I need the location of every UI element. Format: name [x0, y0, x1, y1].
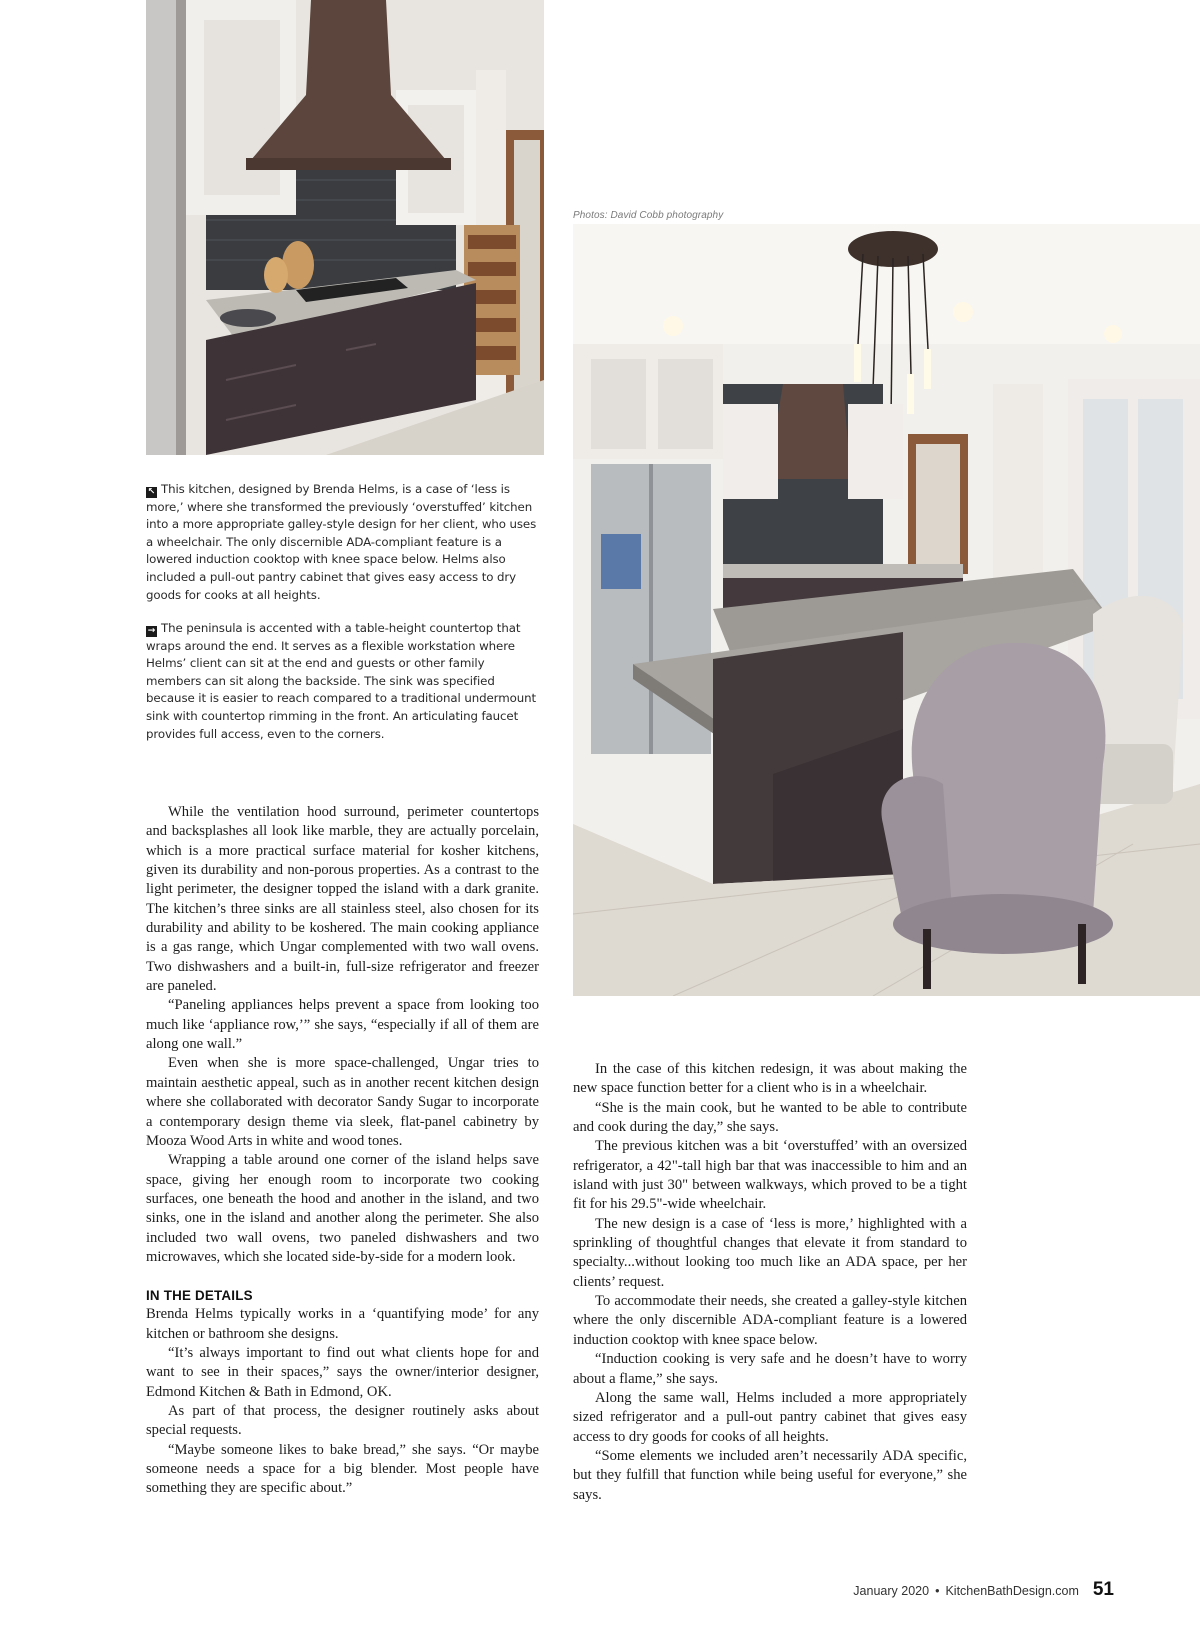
paragraph: “It’s always important to find out what clients hope for and want to see in their spaces,” says the owner/interior designer, Edmond Kitchen & Bath in Edmond, OK. [146, 1344, 539, 1400]
kitchen-photo-island-illustration [573, 224, 1200, 996]
kitchen-photo-cooktop-illustration [146, 0, 544, 455]
kitchen-photo-cooktop [146, 0, 544, 455]
paragraph: “Induction cooking is very safe and he doesn’t have to worry about a flame,” she says. [573, 1351, 967, 1387]
paragraph: Brenda Helms typically works in a ‘quantifying mode’ for any kitchen or bathroom she designs. [146, 1306, 539, 1342]
paragraph: “Paneling appliances helps prevent a space from looking too much like ‘appliance row,’” she says, “especially if all of them are along one wall.” [146, 997, 539, 1053]
paragraph: As part of that process, the designer routinely asks about special requests. [146, 1402, 539, 1439]
article-column-right [573, 1060, 967, 1505]
paragraph: To accommodate their needs, she created a galley-style kitchen where the only discernible ADA-compliant feature is a lowered induction cooktop with knee space below. [573, 1293, 967, 1348]
arrow-right-icon: → [147, 626, 156, 636]
photo-caption-island [146, 620, 543, 743]
page-footer [853, 1579, 1114, 1601]
paragraph: In the case of this kitchen redesign, it was about making the new space function better for a client who is in a wheelchair. [573, 1061, 967, 1097]
paragraph: “She is the main cook, but he wanted to be able to contribute and cook during the day,” she says. [573, 1099, 967, 1136]
caption-text: The peninsula is accented with a table-height countertop that wraps around the end. It serves as a flexible workstation where Helms’ client can sit at the end and guests or other family members can sit along the backside. The sink was specified because it is easier to reach compared to a traditional undermount sink with countertop rimming in the front. An articulating faucet provides full access, even to the corners. [146, 621, 536, 741]
article-column-left [146, 803, 539, 1499]
footer-separator: • [935, 1584, 940, 1598]
arrow-up-left-icon: ↖ [147, 487, 156, 497]
page-number: 51 [1092, 1579, 1114, 1600]
paragraph: Along the same wall, Helms included a more appropriately sized refrigerator and a pull-out pantry cabinet that gives easy access to dry goods for cooks of all heights. [573, 1389, 967, 1445]
photo-caption-cooktop [146, 481, 543, 604]
section-subhead: IN THE DETAILS [146, 1288, 253, 1304]
paragraph: “Some elements we included aren’t necessarily ADA specific, but they fulfill that function while being useful for everyone,” she says. [573, 1447, 967, 1503]
paragraph: “Maybe someone likes to bake bread,” she says. “Or maybe someone needs a space for a big blender. Most people have something they are specific about.” [146, 1441, 539, 1497]
paragraph: Even when she is more space-challenged, Ungar tries to maintain aesthetic appeal, such as in another recent kitchen design where she collaborated with decorator Sandy Sugar to incorporate a contemporary design theme via sleek, flat-panel cabinetry by Mooza Wood Arts in white and wood tones. [146, 1055, 539, 1149]
kitchen-photo-island [573, 224, 1200, 996]
paragraph: The new design is a case of ‘less is more,’ highlighted with a sprinkling of thoughtful changes that elevate it from standard to specialty...without looking too much like an ADA space, per her clients’ request. [573, 1215, 967, 1290]
issue-date: January 2020 [853, 1584, 930, 1598]
paragraph: While the ventilation hood surround, perimeter countertops and backsplashes all look like marble, they are actually porcelain, which is a more practical surface material for kosher kitchens, given its durability and non-porous properties. As a contrast to the light perimeter, the designer topped the island with a dark granite. The kitchen’s three sinks are all stainless steel, also chosen for its durability and ability to be koshered. The main cooking appliance is a gas range, which Ungar complemented with two wall ovens. Two dishwashers and a built-in, full-size refrigerator and freezer are paneled. [146, 804, 539, 995]
paragraph: Wrapping a table around one corner of the island helps save space, giving her enough room to incorporate two cooking surfaces, one beneath the hood and another in the island, and two sinks, one in the island and another along the perimeter. She also included two wall ovens, two paneled dishwashers and two microwaves, which she located side-by-side for a modern look. [146, 1152, 539, 1265]
website-url: KitchenBathDesign.com [945, 1584, 1079, 1598]
paragraph: The previous kitchen was a bit ‘overstuffed’ with an oversized refrigerator, a 42"-tall high bar that was inaccessible to him and an island with just 30" between walkways, which proved to be a tight fit for his 29.5"-wide wheelchair. [573, 1138, 967, 1213]
caption-text: This kitchen, designed by Brenda Helms, is a case of ‘less is more,’ where she transformed the previously ‘overstuffed’ kitchen into a more appropriate galley-style design for her client, who uses a wheelchair. The only discernible ADA-compliant feature is a lowered induction cooktop with knee space below. Helms also included a pull-out pantry cabinet that gives easy access to dry goods for cooks at all heights. [146, 482, 537, 602]
photo-credit: Photos: David Cobb photography [573, 210, 724, 221]
